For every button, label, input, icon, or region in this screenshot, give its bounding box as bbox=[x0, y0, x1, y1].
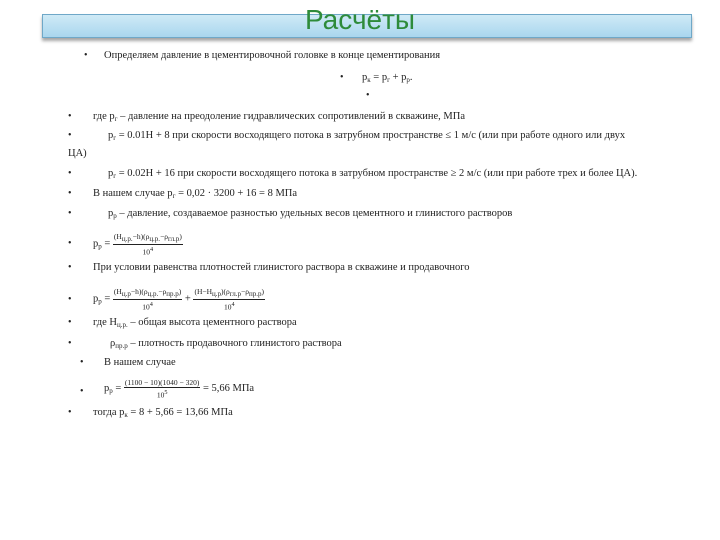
text-line bbox=[108, 208, 512, 222]
rho-symbol: ρ bbox=[110, 338, 116, 349]
den-exp: 4 bbox=[149, 301, 153, 308]
fraction bbox=[124, 378, 200, 400]
den-exp: 4 bbox=[231, 301, 235, 308]
bullet: • bbox=[68, 294, 72, 305]
sub-label: ц.р. bbox=[117, 321, 128, 329]
bullet: • bbox=[68, 262, 72, 273]
fraction bbox=[113, 232, 183, 257]
bullet: • bbox=[340, 72, 344, 83]
sub-label: пр.р bbox=[115, 342, 128, 350]
text-segment: где H bbox=[93, 317, 117, 328]
pp-lhs: p bbox=[93, 238, 99, 250]
den-part: 10 bbox=[142, 247, 151, 257]
num-part: −ρ bbox=[158, 287, 167, 296]
sub-label: к bbox=[124, 411, 128, 419]
fraction-denominator bbox=[124, 388, 200, 400]
num-sub: пр.р bbox=[166, 290, 179, 298]
sub-label: г bbox=[172, 192, 176, 200]
text-segment: В нашем случае p bbox=[93, 188, 173, 199]
text-segment: = 0,02 · 3200 + 16 = 8 МПа bbox=[178, 188, 298, 199]
sub-label: р bbox=[113, 212, 117, 220]
num-sub: ц.р. bbox=[147, 290, 159, 298]
fraction-denominator bbox=[193, 300, 265, 312]
text-segment: где p bbox=[93, 111, 115, 122]
num-sub: ц.р. bbox=[121, 235, 133, 243]
text-segment: – плотность продавочного глинистого раствора bbox=[130, 338, 342, 349]
pp-eq: = bbox=[104, 293, 111, 305]
pk-rhs: = p bbox=[373, 72, 388, 83]
pk-rhs-sub: г bbox=[387, 76, 390, 84]
num-part: (H bbox=[113, 287, 122, 296]
text-line: В нашем случае bbox=[104, 357, 176, 368]
pp-formula-2 bbox=[93, 287, 265, 312]
num-part: (H bbox=[113, 232, 122, 241]
pp-sub: р bbox=[98, 297, 102, 306]
pk-lhs: p bbox=[362, 72, 368, 83]
text-line bbox=[93, 111, 465, 125]
bullet: • bbox=[68, 407, 72, 418]
text-line: ЦА) bbox=[68, 148, 87, 159]
pk-plus-sub: p bbox=[406, 76, 410, 84]
num-part: ) bbox=[178, 287, 182, 296]
pk-sub: к bbox=[367, 76, 371, 84]
pp-lhs: p bbox=[104, 383, 110, 395]
bullet: • bbox=[68, 168, 72, 179]
text-segment: = 0.01Н + 8 при скорости восходящего потока в затрубном пространстве ≤ 1 м/с (или при работе одного или двух bbox=[118, 130, 626, 141]
pp-eq: = bbox=[104, 238, 111, 250]
text-segment: – давление на преодоление гидравлических сопротивлений в скважине, МПа bbox=[120, 111, 465, 122]
calc-result: = 5,66 МПа bbox=[202, 383, 255, 395]
fraction-denominator bbox=[113, 300, 182, 312]
bullet: • bbox=[68, 130, 72, 141]
text-line bbox=[108, 168, 637, 182]
bullet: • bbox=[366, 90, 370, 101]
den-part: 10 bbox=[156, 390, 165, 400]
fraction-numerator bbox=[193, 287, 265, 300]
num-part: )(ρ bbox=[221, 287, 230, 296]
num-sub: гл.р bbox=[229, 290, 242, 298]
num-part: ) bbox=[261, 287, 265, 296]
pk-formula bbox=[362, 72, 413, 86]
text-line bbox=[93, 407, 233, 421]
text-line bbox=[110, 338, 342, 352]
bullet: • bbox=[68, 208, 72, 219]
den-part: 10 bbox=[223, 302, 232, 312]
den-exp: 5 bbox=[164, 389, 168, 396]
fraction bbox=[113, 287, 182, 312]
bullet: • bbox=[68, 317, 72, 328]
bullet: • bbox=[84, 50, 88, 61]
pp-lhs: p bbox=[93, 293, 99, 305]
text-segment: p bbox=[108, 168, 114, 179]
text-segment: p bbox=[108, 130, 114, 141]
num-sub: ц.р bbox=[212, 290, 222, 298]
text-line: При условии равенства плотностей глинистого раствора в скважине и продавочного bbox=[93, 262, 470, 273]
pp-formula-1 bbox=[93, 232, 183, 257]
num-part: −ρ bbox=[241, 287, 250, 296]
text-segment: = 0.02Н + 16 при скорости восходящего потока в затрубном пространстве ≥ 2 м/с (или при работе трех и более ЦА). bbox=[118, 168, 638, 179]
num-sub: пр.р bbox=[249, 290, 262, 298]
fraction bbox=[193, 287, 265, 312]
pp-sub: р bbox=[109, 387, 113, 396]
bullet: • bbox=[68, 238, 72, 249]
bullet: • bbox=[68, 338, 72, 349]
fraction-numerator bbox=[113, 232, 183, 245]
text-segment: p bbox=[108, 208, 114, 219]
pp-sub: р bbox=[98, 242, 102, 251]
num-part: (H−H bbox=[194, 287, 213, 296]
plus-sign: + bbox=[184, 293, 191, 305]
num-part: ) bbox=[179, 232, 182, 241]
num-sub: гл.р bbox=[168, 235, 180, 243]
text-segment: тогда p bbox=[93, 407, 125, 418]
den-part: 10 bbox=[142, 302, 150, 312]
bullet: • bbox=[68, 188, 72, 199]
page-title: Расчёты bbox=[304, 4, 416, 35]
num-sub: ц.р. bbox=[149, 235, 161, 243]
num-part: −h)(ρ bbox=[132, 232, 150, 241]
fraction-denominator bbox=[113, 245, 183, 257]
pp-calc-formula bbox=[104, 378, 254, 400]
sub-label: г bbox=[113, 134, 117, 142]
text-line bbox=[93, 188, 297, 202]
bullet: • bbox=[68, 111, 72, 122]
num-part: −ρ bbox=[160, 232, 169, 241]
bullet: • bbox=[80, 357, 84, 368]
text-line bbox=[93, 317, 297, 331]
sub-label: г bbox=[114, 115, 118, 123]
text-segment: = 8 + 5,66 = 13,66 МПа bbox=[130, 407, 233, 418]
text-segment: – общая высота цементного раствора bbox=[130, 317, 297, 328]
num-part: −h)(ρ bbox=[130, 287, 148, 296]
pp-eq: = bbox=[115, 383, 122, 395]
text-line: Определяем давление в цементировочной головке в конце цементирования bbox=[104, 50, 441, 61]
text-line bbox=[108, 130, 625, 144]
text-segment: – давление, создаваемое разностью удельных весов цементного и глинистого растворов bbox=[119, 208, 513, 219]
pk-plus: + p bbox=[392, 72, 407, 83]
den-exp: 4 bbox=[150, 246, 154, 253]
sub-label: г bbox=[113, 172, 117, 180]
fraction-numerator bbox=[113, 287, 182, 300]
fraction-numerator: (1100 − 10)(1040 − 320) bbox=[124, 378, 200, 387]
pk-end: . bbox=[409, 72, 413, 83]
num-sub: ц.р bbox=[121, 290, 131, 298]
bullet: • bbox=[80, 386, 84, 397]
